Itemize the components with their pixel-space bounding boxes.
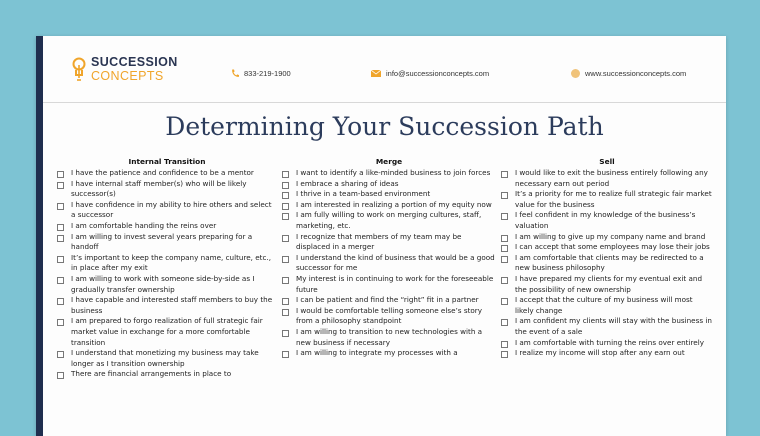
checkbox[interactable]	[282, 330, 289, 337]
checklist-item	[282, 295, 496, 306]
checklist-item	[282, 348, 496, 359]
checklist-item-text: I am willing to transition to new technologies with a new business if necessary	[296, 326, 483, 347]
checklist-item-text: I accept that the culture of my business will most likely change	[515, 295, 693, 315]
checklist-item	[501, 210, 713, 231]
checklist-item-text: I want to identify a like-minded business to join forces	[296, 168, 491, 177]
checklist-item	[57, 179, 277, 200]
checklist-item-text: I am willing to invest several years preparing for a handoff	[71, 231, 253, 252]
envelope-icon	[371, 70, 381, 77]
checklist-item-text: I can be patient and find the “right” fit in a partner	[296, 295, 479, 305]
checklist-item	[57, 168, 277, 179]
website-url: www.successionconcepts.com	[585, 69, 687, 78]
checkbox[interactable]	[57, 203, 64, 210]
checkbox[interactable]	[501, 235, 508, 242]
checkbox[interactable]	[501, 213, 508, 220]
lightbulb-logo-icon	[71, 56, 87, 82]
checklist-item-text: I am comfortable with turning the reins over entirely	[515, 337, 704, 347]
checklist-item	[282, 327, 496, 348]
checklist-item-text: I have the patience and confidence to be a mentor	[71, 168, 254, 177]
checkbox[interactable]	[282, 309, 289, 316]
checklist-item	[282, 179, 496, 190]
document-page	[36, 36, 726, 436]
checklist-item-text: I realize my income will stop after any earn out	[515, 348, 685, 358]
checklist-item	[57, 316, 277, 348]
column-internal-transition	[57, 157, 277, 380]
column-sell	[501, 157, 713, 359]
company-logo	[71, 56, 178, 82]
phone-contact	[231, 69, 291, 78]
checklist-item	[282, 306, 496, 327]
page-header	[43, 36, 726, 103]
checklist-item	[57, 295, 277, 316]
checklist-item-text: I have internal staff member(s) who will be likely successor(s)	[71, 178, 247, 199]
checklist-item-text: There are financial arrangements in place to	[71, 369, 232, 379]
checkbox[interactable]	[57, 277, 64, 284]
checklist-item	[57, 232, 277, 253]
page-title: Determining Your Succession Path	[165, 112, 604, 141]
checklist-item-text: I would like to exit the business entirely following any necessary earn out period	[515, 168, 708, 188]
checklist-item-text: I understand that monetizing my business may take longer as I transition ownership	[71, 348, 259, 368]
checklist-item-text: I am willing to work with someone side-by-side as I gradually transfer ownership	[71, 273, 255, 294]
checklist-item-text: It’s important to keep the company name, culture, etc., in place after my exit	[71, 252, 272, 273]
checkbox[interactable]	[501, 298, 508, 305]
website-contact	[571, 69, 686, 78]
checklist-item	[57, 369, 277, 380]
checkbox[interactable]	[57, 351, 64, 358]
checklist-item-text: I have prepared my clients for my eventual exit and the possibility of new ownership	[515, 273, 703, 294]
checklist-item-text: I can accept that some employees may lose their jobs	[515, 242, 710, 252]
checklist-item	[282, 253, 496, 274]
checklist-item-text: I am fully willing to work on merging cultures, staff, marketing, etc.	[296, 210, 482, 230]
checklist-item-text: I am prepared to forgo realization of full strategic fair market value in exchange for a more comfortable transition	[71, 316, 263, 347]
checkbox[interactable]	[57, 235, 64, 242]
checkbox[interactable]	[282, 298, 289, 305]
checklist-item	[282, 189, 496, 200]
column-heading: Internal Transition	[128, 157, 206, 166]
column-heading: Sell	[599, 157, 615, 166]
checklist-item-text: I am willing to give up my company name and brand	[515, 231, 706, 241]
checklist-item-text: I feel confident in my knowledge of the business’s valuation	[515, 210, 696, 230]
checklist-item-text: I am willing to integrate my processes with a	[296, 348, 458, 358]
checklist-item	[501, 274, 713, 295]
checkbox[interactable]	[282, 182, 289, 189]
checkbox[interactable]	[501, 192, 508, 199]
checkbox[interactable]	[501, 319, 508, 326]
checklist-item-text: I recognize that members of my team may be displaced in a merger	[296, 231, 462, 252]
logo-text-line2: CONCEPTS	[91, 68, 164, 83]
checklist-item-text: I am confident my clients will stay with the business in the event of a sale	[515, 316, 712, 336]
checkbox[interactable]	[57, 182, 64, 189]
checkbox[interactable]	[282, 256, 289, 263]
checkbox[interactable]	[57, 319, 64, 326]
checklist-item-text: I have capable and interested staff members to buy the business	[71, 295, 273, 315]
checkbox[interactable]	[282, 171, 289, 178]
checkbox[interactable]	[282, 213, 289, 220]
checklist-item	[282, 200, 496, 211]
checklist-item	[57, 348, 277, 369]
checkbox[interactable]	[57, 298, 64, 305]
checklist-item-text: I understand the kind of business that would be a good successor for me	[296, 252, 495, 273]
checklist-item	[282, 274, 496, 295]
checklist-item	[501, 232, 713, 243]
email-contact	[371, 69, 489, 78]
checklist-item	[501, 338, 713, 349]
checklist-item-text: It’s a priority for me to realize full strategic fair market value for the business	[515, 189, 712, 209]
checkbox[interactable]	[501, 351, 508, 358]
checklist-item	[501, 242, 713, 253]
checklist-item	[501, 253, 713, 274]
checkbox[interactable]	[282, 203, 289, 210]
page-spine	[36, 36, 43, 436]
checkbox[interactable]	[282, 235, 289, 242]
checkbox[interactable]	[282, 351, 289, 358]
checklist-item	[501, 316, 713, 337]
checkbox[interactable]	[282, 277, 289, 284]
checkbox[interactable]	[57, 171, 64, 178]
checklist-item	[501, 295, 713, 316]
checkbox[interactable]	[57, 224, 64, 231]
checklist-item	[501, 168, 713, 189]
column-merge	[282, 157, 496, 359]
checkbox[interactable]	[501, 277, 508, 284]
checkbox[interactable]	[57, 372, 64, 379]
checklist-item	[282, 168, 496, 179]
checkbox[interactable]	[501, 245, 508, 252]
checklist-item-text: I am comfortable handing the reins over	[71, 220, 217, 230]
phone-number: 833-219-1900	[244, 69, 291, 78]
checklist-item	[57, 253, 277, 274]
checkbox[interactable]	[57, 256, 64, 263]
checklist-item-text: My interest is in continuing to work for the foreseeable future	[296, 273, 494, 294]
checklist-item	[282, 210, 496, 231]
column-heading: Merge	[375, 157, 403, 166]
checklist-item	[57, 200, 277, 221]
globe-icon	[571, 69, 580, 78]
checklist-item	[501, 189, 713, 210]
checklist-item-text: I have confidence in my ability to hire others and select a successor	[71, 199, 272, 220]
checkbox[interactable]	[501, 171, 508, 178]
checklist-item	[57, 221, 277, 232]
checklist-item-text: I embrace a sharing of ideas	[296, 178, 399, 188]
phone-icon	[231, 69, 239, 78]
checkbox[interactable]	[501, 256, 508, 263]
checkbox[interactable]	[501, 341, 508, 348]
checklist-item-text: I thrive in a team-based environment	[296, 189, 431, 199]
checklist-item-text: I am comfortable that clients may be redirected to a new business philosophy	[515, 252, 704, 273]
checklist-item	[282, 232, 496, 253]
email-address: info@successionconcepts.com	[386, 69, 490, 78]
checklist-item	[57, 274, 277, 295]
checkbox[interactable]	[282, 192, 289, 199]
logo-text-line1: SUCCESSION	[91, 55, 178, 69]
checklist-item	[501, 348, 713, 359]
checklist-item-text: I would be comfortable telling someone else’s story from a philosophy standpoint	[296, 305, 482, 326]
checklist-item-text: I am interested in realizing a portion of my equity now	[296, 199, 492, 209]
